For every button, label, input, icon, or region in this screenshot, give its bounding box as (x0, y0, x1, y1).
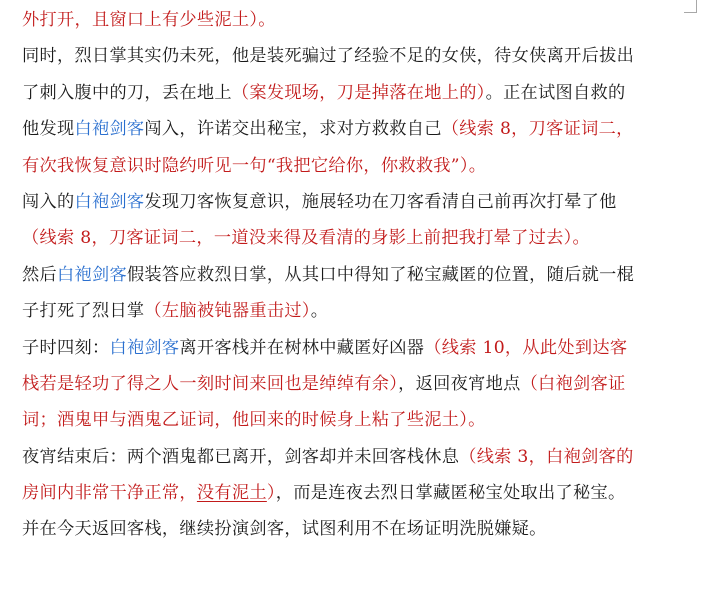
text-line (22, 111, 698, 147)
body-text: ，返回夜宵地点 (398, 373, 521, 394)
body-text: 并在今天返回客栈，继续扮演剑客，试图利用不在场证明洗脱嫌疑。 (22, 519, 547, 540)
clue-annotation: 没有泥土 (196, 483, 267, 504)
body-text: 子打死了烈日掌 (22, 301, 145, 322)
text-line (22, 75, 698, 111)
text-line (22, 38, 698, 74)
body-text: 夜宵结束后：两个酒鬼都已离开，剑客却并未回客栈休息 (22, 446, 460, 467)
clue-annotation: （线索 8，刀客证词二， (441, 119, 634, 140)
character-name: 白袍剑客 (74, 119, 145, 140)
clue-annotation: ） (266, 483, 276, 504)
clue-annotation: 栈若是轻功了得之人一刻时间来回也是绰绰有余） (22, 373, 399, 394)
clue-annotation: （案发现场，刀是掉落在地上的） (231, 82, 486, 103)
text-line (22, 330, 698, 366)
text-line (22, 475, 698, 511)
document-body (22, 2, 698, 548)
clue-annotation: 房间内非常干净正常， (22, 483, 197, 504)
text-line (22, 220, 698, 256)
text-line (22, 402, 698, 438)
text-line (22, 2, 698, 38)
body-text: 。正在试图自救的 (485, 82, 626, 103)
character-name: 白袍剑客 (56, 264, 127, 285)
character-name: 白袍剑客 (109, 337, 180, 358)
clue-annotation: （左脑被钝器重击过） (144, 301, 311, 322)
text-line (22, 511, 698, 547)
body-text: 假装答应救烈日掌，从其口中得知了秘宝藏匿的位置，随后就一棍 (126, 264, 635, 285)
body-text: 他发现 (22, 119, 75, 140)
clue-annotation: （线索 8，刀客证词二，一道没来得及看清的身影上前把我打晕了过去）。 (22, 228, 591, 249)
body-text: 同时，烈日掌其实仍未死，他是装死骗过了经验不足的女侠，待女侠离开后拔出 (22, 46, 635, 67)
text-line (22, 439, 698, 475)
clue-annotation: 词；酒鬼甲与酒鬼乙证词，他回来的时候身上粘了些泥土）。 (22, 410, 486, 431)
body-text: 然后 (22, 264, 57, 285)
text-line (22, 366, 698, 402)
clue-annotation: （线索 3，白袍剑客的 (459, 446, 634, 467)
body-text: 闯入的 (22, 191, 75, 212)
body-text: ，而是连夜去烈日掌藏匿秘宝处取出了秘宝。 (275, 483, 626, 504)
body-text: 闯入，许诺交出秘宝，求对方救救自己 (144, 119, 442, 140)
clue-annotation: （白袍剑客证 (520, 373, 626, 394)
text-line (22, 148, 698, 184)
body-text: 子时四刻： (22, 337, 110, 358)
text-line (22, 293, 698, 329)
character-name: 白袍剑客 (74, 191, 145, 212)
body-text: 。 (310, 301, 329, 322)
body-text: 了刺入腹中的刀，丢在地上 (22, 82, 232, 103)
text-line (22, 184, 698, 220)
body-text: 离开客栈并在树林中藏匿好凶器 (179, 337, 425, 358)
clue-annotation: 有次我恢复意识时隐约听见一句“我把它给你，你救救我”）。 (22, 155, 487, 176)
clue-annotation: 外打开，且窗口上有少些泥土）。 (22, 10, 276, 30)
text-line (22, 257, 698, 293)
body-text: 发现刀客恢复意识，施展轻功在刀客看清自己前再次打晕了他 (144, 191, 617, 212)
clue-annotation: （线索 10，从此处到达客 (424, 337, 628, 358)
